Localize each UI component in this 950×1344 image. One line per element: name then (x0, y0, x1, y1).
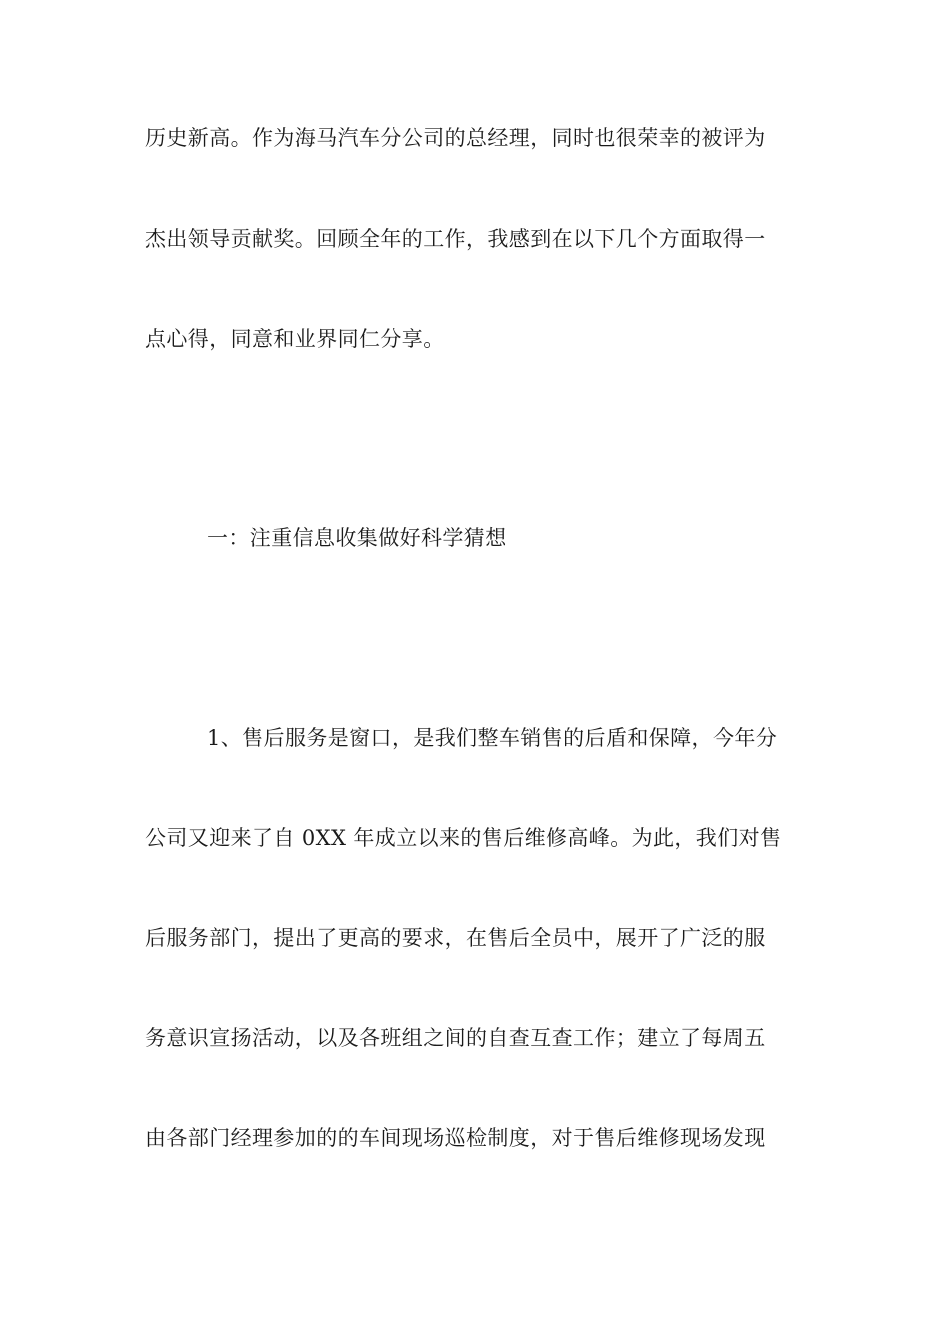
section-heading: 一：注重信息收集做好科学猜想 (207, 526, 507, 550)
paragraph-2-line-5: 由各部门经理参加的的车间现场巡检制度，对于售后维修现场发现 (145, 1126, 766, 1150)
paragraph-2-line-4: 务意识宣扬活动，以及各班组之间的自查互查工作；建立了每周五 (145, 1026, 766, 1050)
paragraph-1-line-3: 点心得，同意和业界同仁分享。 (145, 327, 445, 351)
paragraph-2-line-3: 后服务部门，提出了更高的要求，在售后全员中，展开了广泛的服 (145, 926, 766, 950)
paragraph-2-line-1: 1、售后服务是窗口，是我们整车销售的后盾和保障，今年分 (207, 726, 778, 750)
paragraph-2-line-2: 公司又迎来了自 0XX 年成立以来的售后维修高峰。为此，我们对售 (145, 826, 782, 850)
paragraph-1-line-1: 历史新高。作为海马汽车分公司的总经理，同时也很荣幸的被评为 (145, 126, 766, 150)
paragraph-1-line-2: 杰出领导贡献奖。回顾全年的工作，我感到在以下几个方面取得一 (145, 227, 766, 251)
